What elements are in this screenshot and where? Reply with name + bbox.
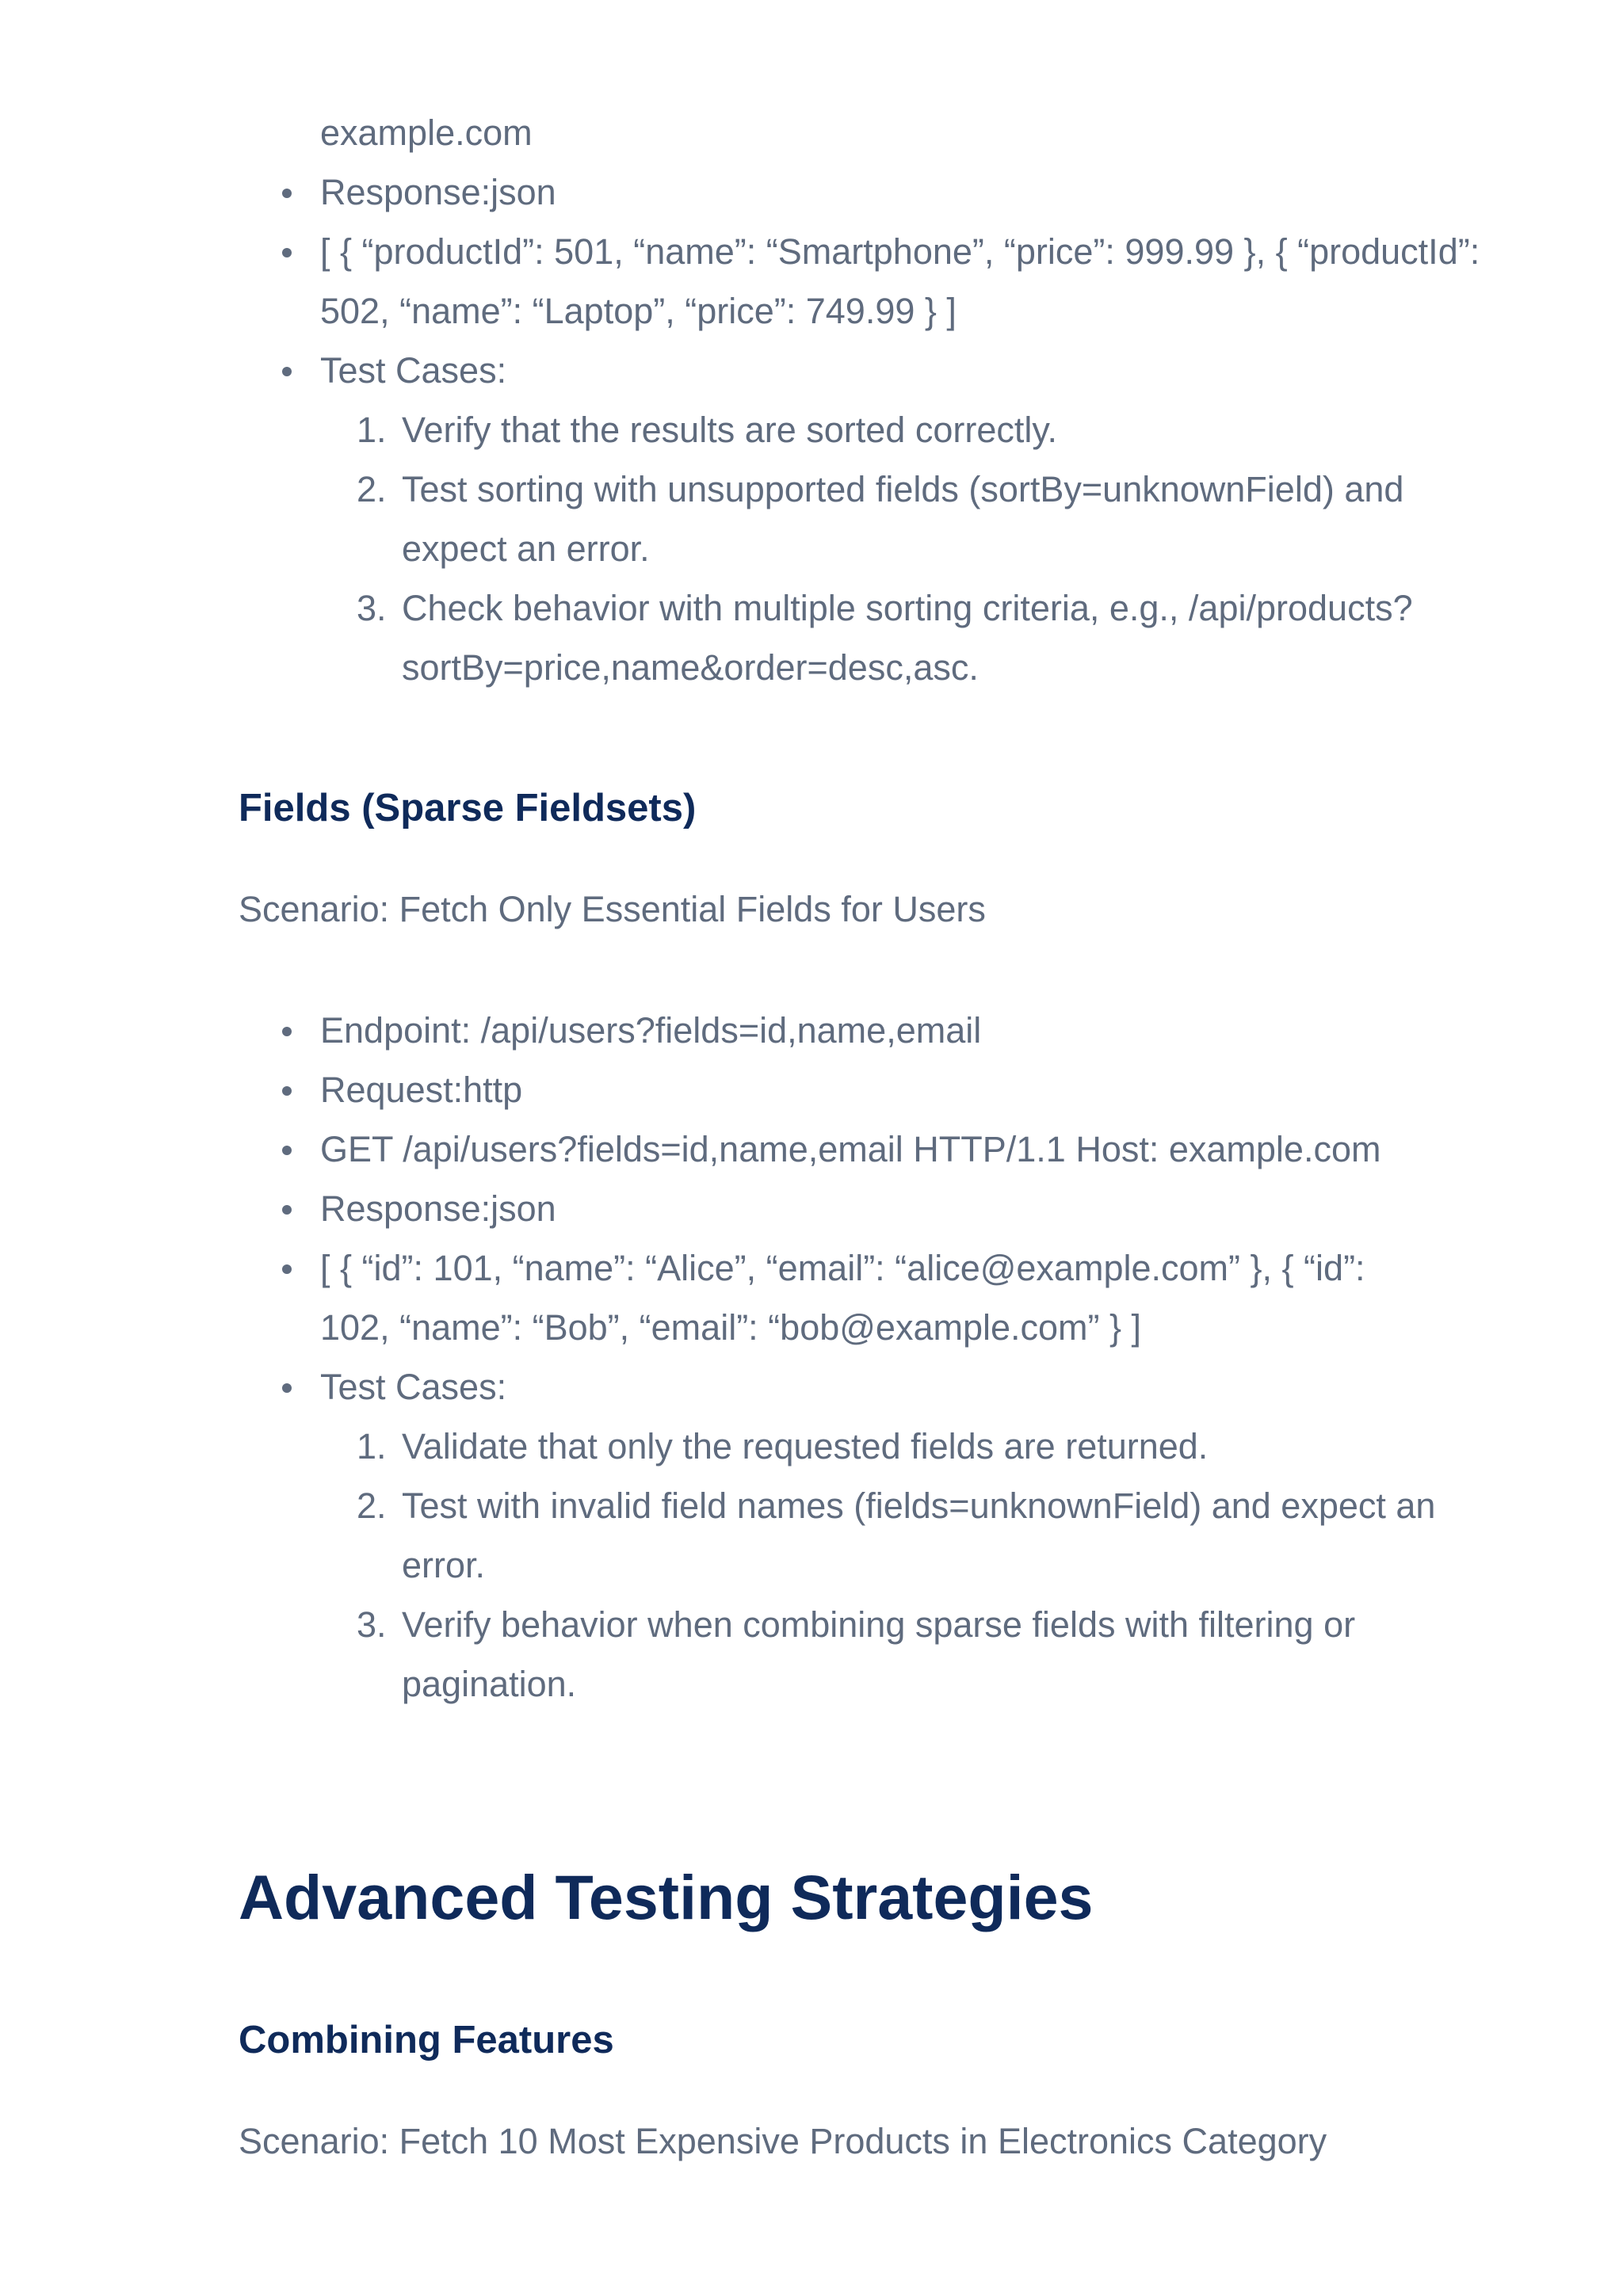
list-item: Request:http: [239, 1060, 1443, 1119]
list-item: Response:json: [239, 162, 1443, 222]
list-item: GET /api/users?fields=id,name,email HTTP/1.1 Host: example.com: [239, 1119, 1443, 1179]
list-item: [ { “id”: 101, “name”: “Alice”, “email”: “alice@example.com” }, { “id”: 102, “name”: “Bob”, “email”: “bob@example.com” } ]: [239, 1238, 1443, 1357]
test-case-item: 1. Verify that the results are sorted correctly.: [357, 410, 1058, 450]
list-item: example.com: [320, 113, 533, 153]
advanced-scenario: Scenario: Fetch 10 Most Expensive Products in Electronics Category: [239, 2121, 1327, 2161]
fields-example-list: [239, 1001, 1443, 1714]
section-heading-fields: Fields (Sparse Fieldsets): [239, 787, 697, 830]
list-item: Response:json: [239, 1179, 1443, 1238]
section-heading-advanced: Advanced Testing Strategies: [239, 1862, 1094, 1932]
list-item: Endpoint: /api/users?fields=id,name,email: [239, 1001, 1443, 1060]
test-case-item: 2. Test with invalid field names (fields=unknownField) and expect an error.: [357, 1486, 1436, 1585]
test-case-item: 3. Verify behavior when combining sparse fields with filtering or pagination.: [357, 1604, 1356, 1704]
list-item: Test Cases: 1. Verify that the results are sorted correctly. 2. Test sorting with unsupported fields (sortBy=unknownField) and expect an error. 3. Check behavior with multiple sorting criteria, e.g., /api/products?sortBy=price,name&order=desc,asc.: [239, 341, 1443, 697]
test-case-item: 1. Validate that only the requested fields are returned.: [357, 1426, 1209, 1466]
subheading-combining-features: Combining Features: [239, 2019, 614, 2061]
fields-test-cases: [320, 1417, 1443, 1714]
fields-scenario: Scenario: Fetch Only Essential Fields for Users: [239, 889, 986, 929]
sorting-example-list: [239, 103, 1480, 697]
sorting-test-cases: [320, 400, 1443, 697]
test-case-item: 3. Check behavior with multiple sorting criteria, e.g., /api/products?sortBy=price,name&order=desc,asc.: [357, 588, 1413, 688]
test-case-item: 2. Test sorting with unsupported fields (sortBy=unknownField) and expect an error.: [357, 469, 1404, 569]
list-item: Test Cases: 1. Validate that only the requested fields are returned. 2. Test with invalid field names (fields=unknownField) and expect an error. 3. Verify behavior when combining sparse fields with filtering or pagination.: [239, 1357, 1443, 1714]
list-item: [ { “productId”: 501, “name”: “Smartphone”, “price”: 999.99 }, { “productId”: 502, “name”: “Laptop”, “price”: 749.99 } ]: [239, 222, 1525, 341]
